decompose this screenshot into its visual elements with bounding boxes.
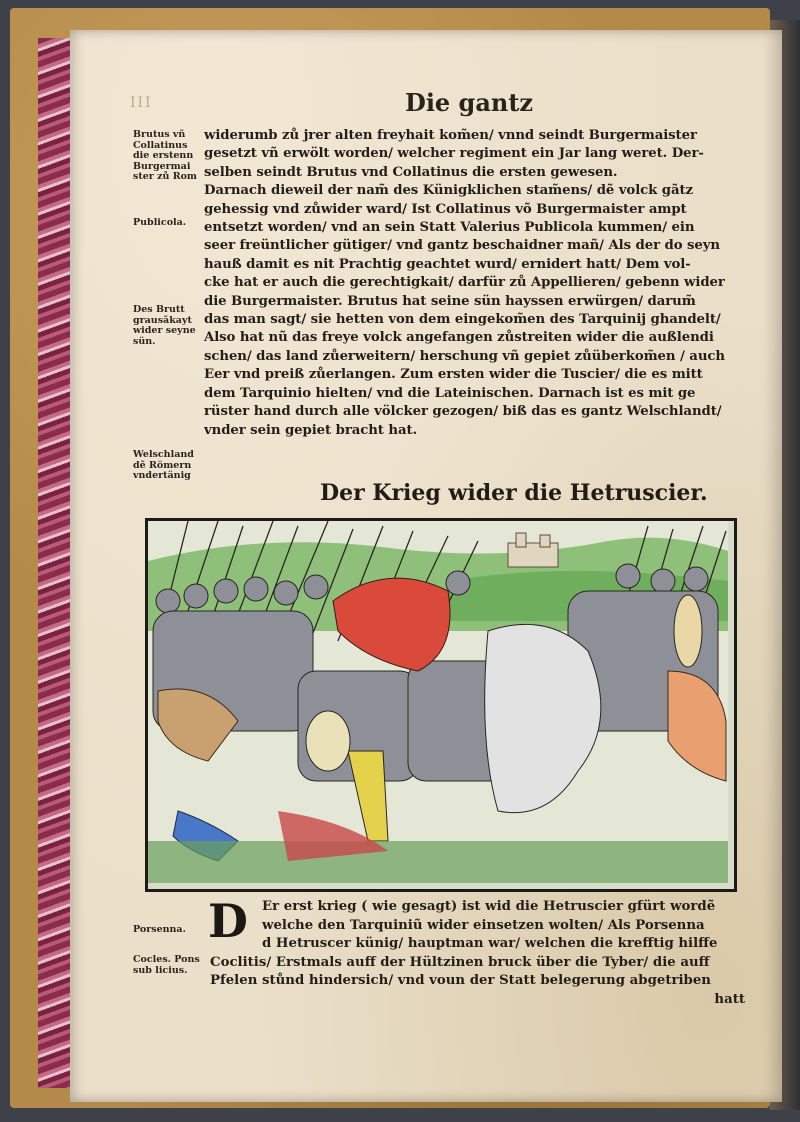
text-line: seer freüntlicher gütiger/ vnd gantz beschaidner mañ/ Als der do seyn xyxy=(204,238,720,254)
text-line: Also hat nũ das freye volck angefangen zůstreiten wider die außlendi xyxy=(204,330,714,346)
body-text xyxy=(204,127,744,440)
text-line: d Hetruscer künig/ hauptman war/ welchen die krefftig hilffe xyxy=(262,936,718,952)
text-line: welche den Tarquiniũ wider einsetzen wolten/ Als Porsenna xyxy=(262,917,705,933)
battle-woodcut-illustration xyxy=(145,518,737,892)
folio-number: III xyxy=(130,95,153,111)
running-title: Die gantz xyxy=(405,88,534,117)
text-line: das man sagt/ sie hetten von dem eingekom̃en des Tarquinij ghandelt/ xyxy=(204,312,721,328)
margin-note-porsenna: Porsenna. xyxy=(133,924,186,935)
text-line: Coclitis/ Erstmals auff der Hültzinen bruck über die Tyber/ die auff xyxy=(210,954,710,970)
section-heading: Der Krieg wider die Hetruscier. xyxy=(320,480,708,506)
margin-note-publicola: Publicola. xyxy=(133,217,187,228)
woodcut-drawing xyxy=(148,521,728,883)
text-line: widerumb zů jrer alten freyhait kom̃en/ vnnd seindt Burgermaister xyxy=(204,128,697,143)
text-line: dem Tarquinio hielten/ vnd die Lateinischen. Darnach ist es mit ge xyxy=(204,385,696,401)
text-line: Eer vnd preiß zůerlangen. Zum ersten wider die Tuscier/ die es mitt xyxy=(204,367,703,383)
margin-note-brutus-cruelty: Des Brutt grausãkayt wider seyne sün. xyxy=(133,304,196,347)
margin-note-welschland: Welschland dẽ Römern vndertänig xyxy=(133,449,194,481)
text-line: cke hat er auch die gerechtigkait/ darfür zů Appellieren/ gebenn wider xyxy=(204,275,725,291)
margin-note-brutus: Brutus vñ Collatinus die erstenn Burgermai ster zů Rom xyxy=(133,129,197,182)
text-line: Er erst krieg ( wie gesagt) ist wid die Hetruscier gfürt wordẽ xyxy=(262,899,716,914)
margin-note-cocles: Cocles. Pons sub licius. xyxy=(133,954,200,976)
text-line: entsetzt worden/ vnd an sein Statt Valerius Publicola kummen/ ein xyxy=(204,220,695,236)
text-line: schen/ das land zůerweitern/ herschung vñ gepiet zůüberkom̃en / auch xyxy=(204,348,725,364)
text-line: Darnach dieweil der nam̃ des Künigklichen stam̃ens/ dẽ volck gãtz xyxy=(204,183,693,199)
text-line: Pfelen stůnd hindersich/ vnd voun der Statt belegerung abgetriben xyxy=(210,973,711,989)
text-line: gehessig vnd zůwider ward/ Ist Collatinus võ Burgermaister ampt xyxy=(204,201,687,217)
chapter-text xyxy=(208,894,745,1010)
text-line: hauß damit es nit Prachtig geachtet wurd/ ernidert hatt/ Dem vol- xyxy=(204,256,691,272)
text-line: vnder sein gepiet bracht hat. xyxy=(204,422,418,438)
text-line: hatt xyxy=(714,991,745,1007)
text-line: selben seindt Brutus vnd Collatinus die ersten gewesen. xyxy=(204,164,618,180)
text-line: gesetzt vñ erwölt worden/ welcher regiment ein Jar lang weret. Der- xyxy=(204,146,704,162)
text-line: rüster hand durch alle völcker gezogen/ biß das es gantz Welschlandt/ xyxy=(204,404,722,420)
text-line: die Burgermaister. Brutus hat seine sün hayssen erwürgen/ darum̃ xyxy=(204,293,696,309)
decorated-initial-letter: D xyxy=(208,894,248,948)
